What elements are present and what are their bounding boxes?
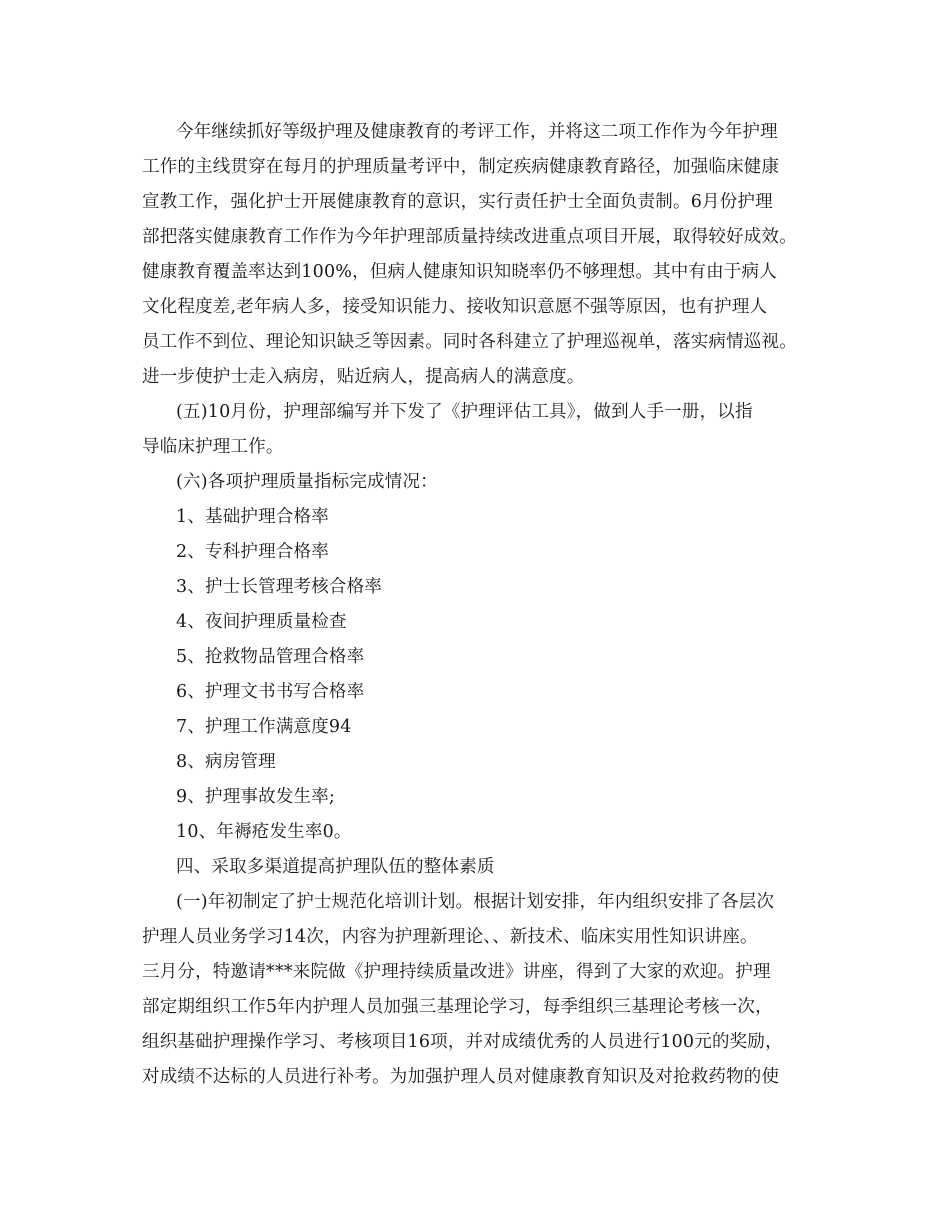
list-item: 7、护理工作满意度94 bbox=[176, 717, 352, 737]
section-heading: (六)各项护理质量指标完成情况： bbox=[176, 472, 438, 492]
list-item: 6、护理文书书写合格率 bbox=[176, 682, 365, 702]
paragraph-line: 护理人员业务学习14次，内容为护理新理论、、新技术、临床实用性知识讲座。 bbox=[142, 927, 758, 947]
paragraph-line: 宣教工作，强化护士开展健康教育的意识，实行责任护士全面负责制。6月份护理 bbox=[142, 192, 773, 212]
paragraph-line: 部定期组织工作5年内护理人员加强三基理论学习，每季组织三基理论考核一次， bbox=[142, 997, 773, 1017]
paragraph-line: (一)年初制定了护士规范化培训计划。根据计划安排，年内组织安排了各层次 bbox=[176, 892, 775, 912]
list-item: 9、护理事故发生率; bbox=[176, 787, 336, 807]
section-heading: 四、采取多渠道提高护理队伍的整体素质 bbox=[176, 857, 495, 877]
paragraph-line: 组织基础护理操作学习、考核项目16项，并对成绩优秀的人员进行100元的奖励， bbox=[142, 1032, 783, 1052]
list-item: 8、病房管理 bbox=[176, 752, 276, 772]
paragraph-line: 导临床护理工作。 bbox=[142, 437, 284, 457]
paragraph-line: 员工作不到位、理论知识缺乏等因素。同时各科建立了护理巡视单，落实病情巡视。 bbox=[142, 332, 797, 352]
list-item: 10、年褥疮发生率0。 bbox=[176, 822, 352, 842]
list-item: 4、夜间护理质量检查 bbox=[176, 612, 347, 632]
paragraph-line: 对成绩不达标的人员进行补考。为加强护理人员对健康教育知识及对抢救药物的使 bbox=[142, 1067, 780, 1087]
list-item: 2、专科护理合格率 bbox=[176, 542, 329, 562]
list-item: 1、基础护理合格率 bbox=[176, 507, 329, 527]
paragraph-line: 三月分，特邀请***来院做《护理持续质量改进》讲座，得到了大家的欢迎。护理 bbox=[142, 962, 771, 982]
list-item: 5、抢救物品管理合格率 bbox=[176, 647, 365, 667]
paragraph-line: 今年继续抓好等级护理及健康教育的考评工作，并将这二项工作作为今年护理 bbox=[176, 122, 778, 142]
paragraph-line: 部把落实健康教育工作作为今年护理部质量持续改进重点项目开展，取得较好成效。 bbox=[142, 227, 797, 247]
paragraph-line: 工作的主线贯穿在每月的护理质量考评中，制定疾病健康教育路径，加强临床健康 bbox=[142, 157, 780, 177]
paragraph-line: (五)10月份，护理部编写并下发了《护理评估工具》，做到人手一册，以指 bbox=[176, 402, 753, 422]
paragraph-line: 健康教育覆盖率达到100%，但病人健康知识知晓率仍不够理想。其中有由于病人 bbox=[142, 262, 777, 282]
paragraph-line: 文化程度差,老年病人多，接受知识能力、接收知识意愿不强等原因，也有护理人 bbox=[142, 297, 768, 317]
paragraph-line: 进一步使护士走入病房，贴近病人，提高病人的满意度。 bbox=[142, 367, 585, 387]
list-item: 3、护士长管理考核合格率 bbox=[176, 577, 383, 597]
